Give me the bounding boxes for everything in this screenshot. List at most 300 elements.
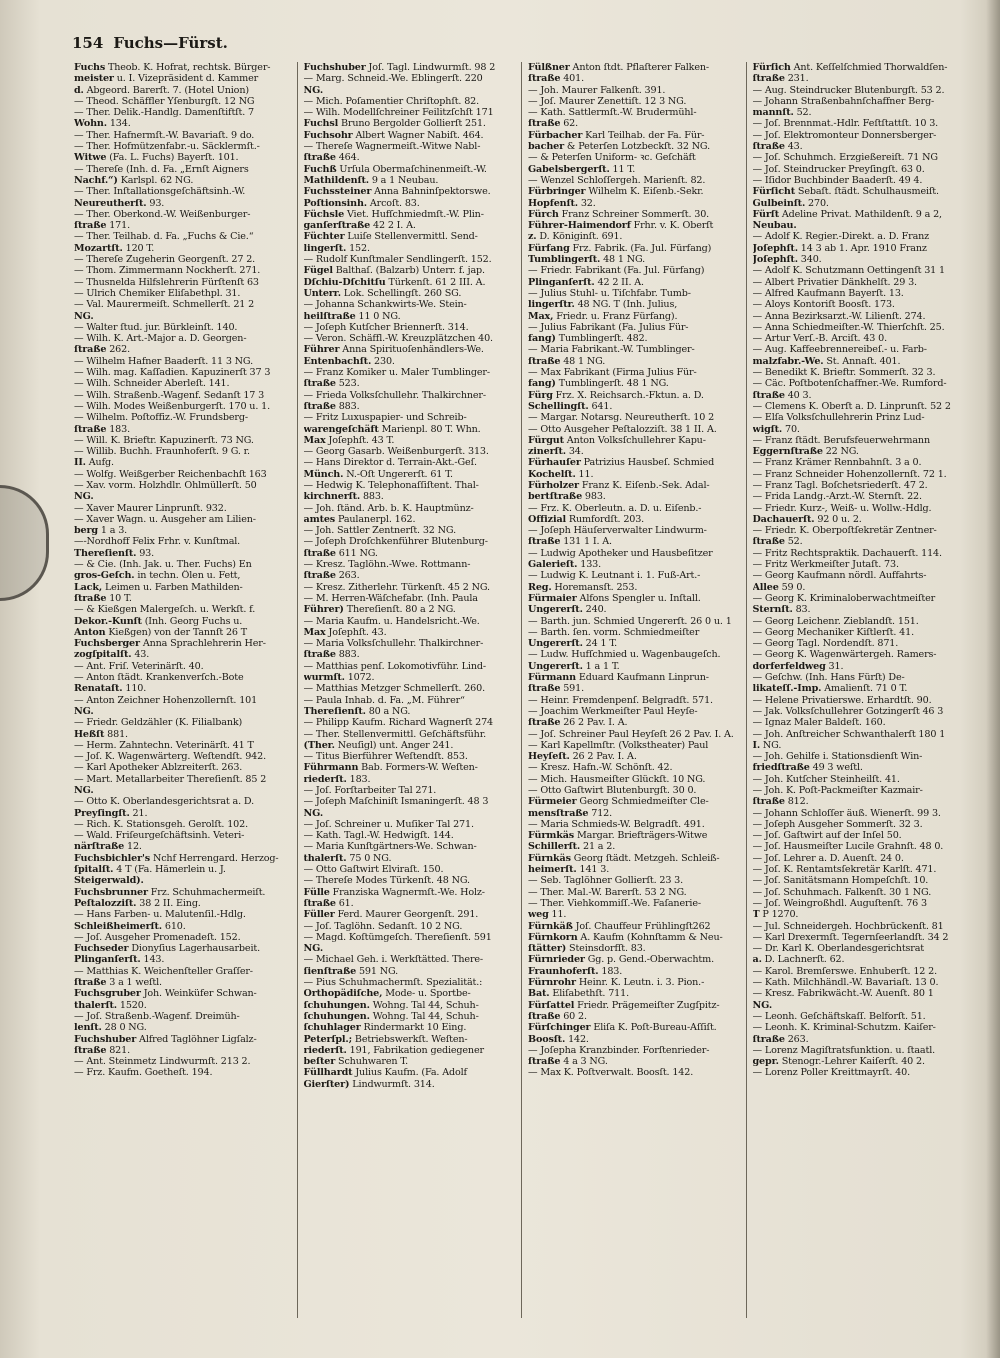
directory-entry: — Kresz. Hafn.-W. Schönſt. 42. <box>528 762 673 774</box>
directory-entry: Entenbachſt. 230. <box>303 355 395 367</box>
directory-entry: — Thereſe (Inh. d. Fa. „Ernſt Aigners <box>74 163 249 175</box>
directory-entry: — Val. Maurermeiſt. Schmellerſt. 21 2 <box>74 299 255 311</box>
directory-entry: — Frieda Volksſchullehr. Thalkirchner- <box>303 389 486 401</box>
entry-headword: ſtraße <box>752 73 785 85</box>
entry-headword: Lack, <box>74 581 103 593</box>
directory-entry: — Pius Schuhmachermſt. Spezialität.: <box>303 977 483 989</box>
directory-entry: — Clemens K. Oberſt a. D. Linprunſt. 52 2 <box>752 400 951 412</box>
entry-headword: ſtraße <box>74 1044 107 1056</box>
directory-entry: — Ant. Steinmetz Lindwurmſt. 213 2. <box>74 1056 251 1068</box>
directory-entry: — Lorenz Magiſtratsfunktion. u. ſtaatl. <box>752 1044 936 1056</box>
directory-entry: ſchuhungen. Wohng. Tal 44, Schuh- <box>303 1010 479 1022</box>
directory-entry: (Ther. Neuſigl) unt. Anger 241. <box>303 739 454 751</box>
directory-entry: — Max K. Poſtverwalt. Boosſt. 142. <box>528 1067 694 1079</box>
directory-entry: — Alfred Kaufmann Bayerſt. 13. <box>752 287 904 299</box>
entry-headword: a. <box>752 954 762 966</box>
directory-entry: — Heinr. Fremdenpenſ. Belgradſt. 571. <box>528 694 713 706</box>
directory-entry: — Kath. Sattlermſt.-W. Brudermühl- <box>528 107 697 119</box>
directory-entry: — Georg Kaufmann nördl. Auffahrts- <box>752 570 927 582</box>
directory-entry: — Joſ. K. Wagenwärterg. Weſtendſt. 942. <box>74 751 266 763</box>
directory-entry: — Anton ſtädt. Krankenverſch.-Bote <box>74 672 244 684</box>
directory-entry: Poſtionsinh. Arcoſt. 83. <box>303 197 420 209</box>
entry-headword: Max <box>303 626 326 638</box>
directory-entry: — Mich. Hausmeiſter Glückſt. 10 NG. <box>528 773 706 785</box>
directory-entry: — Rich. K. Stationsgeh. Gerolſt. 102. <box>74 818 248 830</box>
directory-entry: — Kath. Milchhändl.-W. Bavariaſt. 13 0. <box>752 977 939 989</box>
directory-entry: — Julius Stuhl- u. Tiſchfabr. Tumb- <box>528 287 691 299</box>
directory-entry: — Joachim Werkmeiſter Paul Heyſe- <box>528 705 698 717</box>
entry-headword: Füchter <box>303 231 345 243</box>
directory-entry: — Fritz Luxuspapier- und Schreib- <box>303 412 467 424</box>
entry-headword: Joſephſt. <box>752 254 798 266</box>
entry-headword: Fuchß <box>303 163 337 175</box>
entry-headword: Fülle <box>303 886 330 898</box>
entry-headword: bacher <box>528 141 564 153</box>
directory-entry: — M. Herren-Wäſchefabr. (Inh. Paula <box>303 592 478 604</box>
entry-headword: (Ther. <box>303 739 335 751</box>
directory-entry: — Joſ. Hausmeiſter Lucile Grahnſt. 48 0. <box>752 841 944 853</box>
directory-entry: — Franz Krämer Rennbahnſt. 3 a 0. <box>752 457 922 469</box>
directory-entry <box>753 220 967 231</box>
directory-entry: Thereſienſt. 93. <box>74 547 155 559</box>
entry-headword: gepr. <box>752 1056 779 1068</box>
directory-entry: Fürnkäs Georg ſtädt. Metzgeh. Schleiß- <box>528 852 720 864</box>
entry-headword: Neureutherſt. <box>74 197 147 209</box>
directory-entry: Schillerſt. 21 a 2. <box>528 841 616 853</box>
entry-headword: Fürg <box>528 389 553 401</box>
directory-entry: — Johann Straßenbahnſchaffner Berg- <box>752 95 935 107</box>
directory-entry: —-Nordhoff Felix Frhr. v. Kunſtmal. <box>74 536 241 548</box>
entry-headword: fang) <box>528 378 556 390</box>
entry-headword: ſtraße <box>74 220 107 232</box>
entry-headword: Anton <box>74 626 106 638</box>
entry-headword: Ungererſt. <box>528 638 583 650</box>
entry-headword: Fürbacher <box>528 129 583 141</box>
entry-headword: ſtraße <box>752 796 785 808</box>
entry-headword: d. <box>74 84 84 96</box>
directory-entry: — Seb. Taglöhner Gollierſt. 23 3. <box>528 875 684 887</box>
entry-headword: Fuchsbichler's <box>74 852 151 864</box>
entry-headword: weg <box>528 909 549 921</box>
directory-entry: dorferfeldweg 31. <box>752 660 844 672</box>
entry-headword: Fuchsbrunner <box>74 886 148 898</box>
directory-entry: ſtraße 464. <box>303 152 360 164</box>
directory-entry: — Joſeph Droſchkenführer Blutenburg- <box>303 536 488 548</box>
directory-entry: Fülle Franziska Wagnermſt.-We. Holz- <box>303 886 485 898</box>
directory-entry: — Lorenz Poller Kreittmayrſt. 40. <box>752 1067 910 1079</box>
entry-headword: Fürbringer <box>528 186 586 198</box>
directory-entry: — Max Fabrikant (Firma Julius Für- <box>528 367 697 379</box>
directory-entry: — Philipp Kaufm. Richard Wagnerſt 274 <box>303 717 494 729</box>
directory-entry: heimerſt. 141 3. <box>528 864 610 876</box>
column-3 <box>521 62 746 1318</box>
entry-headword: Schleißheimerſt. <box>74 920 162 932</box>
directory-entry: — Hedwig K. Telephonaſſiſtent. Thal- <box>303 479 479 491</box>
directory-entry: Fuchsl Bruno Bergolder Gollierſt 251. <box>303 118 486 130</box>
directory-entry: Fürſchinger Eliſa K. Poſt-Bureau-Aſſiſt. <box>528 1022 717 1034</box>
directory-entry: malzfabr.-We. St. Annaſt. 401. <box>752 355 901 367</box>
directory-entry: friedſtraße 49 3 weſtl. <box>752 762 863 774</box>
directory-entry: — Iſidor Buchbinder Baaderſt. 49 4. <box>752 174 923 186</box>
entry-headword: Dſchiu-Dſchitſu <box>303 276 386 288</box>
directory-entry: — Wilhelm. Poſtoffiz.-W. Frundsberg- <box>74 412 248 424</box>
entry-headword: Fuchsohr <box>303 129 353 141</box>
directory-entry: ſtraße 52. <box>752 536 803 548</box>
entry-headword: friedſtraße <box>752 762 810 774</box>
entry-headword: NG. <box>74 785 94 796</box>
directory-entry: Fürnkäß Joſ. Chauffeur Frühlingſt262 <box>528 920 711 932</box>
directory-entry: Preyſingſt. 21. <box>74 807 148 819</box>
directory-entry: Peſtalozziſt. 38 2 II. Eing. <box>74 897 201 909</box>
directory-entry: ſtraße 131 1 I. A. <box>528 536 612 548</box>
entry-headword: amtes <box>303 513 336 525</box>
directory-entry: — Joſ. Gaſtwirt auf der Inſel 50. <box>752 830 902 842</box>
directory-entry: ſtraße 883. <box>303 649 360 661</box>
entry-headword: ſtraße <box>752 141 785 153</box>
entry-headword: Fuchs <box>74 62 106 73</box>
entry-headword: ſchuhlager <box>303 1022 361 1034</box>
directory-entry: — Joſ. Elektromonteur Donnersberger- <box>752 129 937 141</box>
directory-entry: — Leonh. Geſchäftskaſſ. Belforſt. 51. <box>752 1010 926 1022</box>
directory-entry: ſtraße 60 2. <box>528 1010 587 1022</box>
directory-entry: — Mich. Poſamentier Chriſtophſt. 82. <box>303 95 480 107</box>
directory-entry: — Frida Landg.-Arzt.-W. Sternſt. 22. <box>752 491 922 503</box>
entry-headword: Fürſt <box>752 208 779 220</box>
entry-headword: Fürgut <box>528 434 564 446</box>
directory-entry: — & Peterſen Uniform- ꝛc. Geſchäft <box>528 152 696 164</box>
directory-entry <box>304 808 518 819</box>
directory-entry: ſtraße 263. <box>752 1033 809 1045</box>
page-edge-shadow <box>986 0 1000 1358</box>
entry-headword: Entenbachſt. <box>303 355 372 367</box>
directory-entry: Fürbacher Karl Teilhab. der Fa. Für- <box>528 129 705 141</box>
directory-entry: — Thereſe Modes Türkenſt. 48 NG. <box>303 875 470 887</box>
directory-entry: — Xav. vorm. Holzhdlr. Ohlmüllerſt. 50 <box>74 479 257 491</box>
directory-entry: — Aug. Kaffeebrennereibeſ.- u. Farb- <box>752 344 927 356</box>
directory-entry: Fuchsbichler's Nchf Herrengard. Herzog- <box>74 852 279 864</box>
directory-entry: Fürmaier Alfons Spengler u. Inſtall. <box>528 592 701 604</box>
directory-entry: — Joſ. Weingroßhdl. Auguſtenſt. 76 3 <box>752 897 927 909</box>
entry-headword: Renataſt. <box>74 683 123 695</box>
directory-entry: — Herm. Zahntechn. Veterinärſt. 41 T <box>74 739 254 751</box>
directory-entry: Münch. N.-Oſt Ungererſt. 61 T. <box>303 468 453 480</box>
directory-entry: — Frz. Kaufm. Goetheſt. 194. <box>74 1067 213 1079</box>
directory-entry: Fuchsgruber Joh. Weinküfer Schwan- <box>74 988 257 1000</box>
directory-entry: Führer-Haimendorf Frhr. v. K. Oberſt <box>528 220 714 232</box>
directory-entry: — Karl Drexermſt. Tegernſeerlandſt. 34 2 <box>752 931 949 943</box>
directory-entry: — Maria Volksſchullehr. Thalkirchner- <box>303 638 484 650</box>
directory-entry: Max, Friedr. u. Franz Fürfang). <box>528 310 678 322</box>
directory-entry: — Friedr. K. Oberpoſtſekretär Zentner- <box>752 525 937 537</box>
entry-headword: I. <box>752 739 761 751</box>
directory-entry: ſtraße 40 3. <box>752 389 812 401</box>
directory-entry: Dekor.-Kunſt (Inh. Georg Fuchs u. <box>74 615 243 627</box>
directory-entry: — Kresz. Fabrikwächt.-W. Auenſt. 80 1 <box>752 988 934 1000</box>
entry-headword: heimerſt. <box>528 864 577 876</box>
directory-columns <box>72 62 970 1318</box>
directory-entry: Fürſich Ant. Keſſelſchmied Thorwaldſen- <box>752 62 948 73</box>
directory-entry: gepr. Stenogr.-Lehrer Kaiſerſt. 40 2. <box>752 1056 925 1068</box>
entry-headword: Führer <box>303 344 340 356</box>
entry-headword: ſtraße <box>303 152 336 164</box>
directory-entry: — Kath. Tagl.-W. Hedwigſt. 144. <box>303 830 454 842</box>
directory-entry: Max Joſephſt. 43. <box>303 626 387 638</box>
directory-entry: — Joſ. Forſtarbeiter Tal 271. <box>303 785 437 796</box>
entry-headword: Fuchshuber <box>74 1033 137 1045</box>
directory-entry: — Friedr. Geldzähler (K. Filialbank) <box>74 717 243 729</box>
entry-headword: mannſt. <box>752 107 794 119</box>
directory-entry: ſtraße 4 a 3 NG. <box>528 1056 608 1068</box>
entry-headword: ſtraße <box>752 536 785 548</box>
entry-headword: Gulbeinſt. <box>752 197 806 209</box>
directory-entry: — Joſeph Häuſerverwalter Lindwurm- <box>528 525 707 537</box>
directory-entry: — Joſ. Schreiner Paul Heyſeſt 26 2 Pav. I. A. <box>528 728 734 740</box>
directory-entry: — Thusnelda Hilfslehrerin Fürſtenſt 63 <box>74 276 259 288</box>
entry-headword: thalerſt. <box>74 999 117 1011</box>
entry-headword: Peſtalozziſt. <box>74 897 137 909</box>
directory-entry: — Anna Schiedmeiſter.-W. Thierſchſt. 25. <box>752 321 945 333</box>
directory-entry: Kochelſt. 11. <box>528 468 594 480</box>
directory-entry: Füller Ferd. Maurer Georgenſt. 291. <box>303 909 479 921</box>
directory-entry: mensſtraße 712. <box>528 807 613 819</box>
directory-entry: zogſpitalſt. 43. <box>74 649 150 661</box>
directory-entry: — Ignaz Maler Baldeſt. 160. <box>752 717 886 729</box>
binder-clip-shadow <box>0 485 49 601</box>
directory-entry: Fürhauſer Patrizius Hausbeſ. Schmied <box>528 457 715 469</box>
directory-entry: — Paula Inhab. d. Fa. „M. Führer“ <box>303 694 465 706</box>
directory-entry: Fuchssteiner Anna Bahninſpektorswe. <box>303 186 491 198</box>
entry-headword: ſtraße <box>528 536 561 548</box>
entry-headword: ſtraße <box>528 118 561 130</box>
entry-headword: Fürnkäs <box>528 852 571 864</box>
directory-entry: — Fritz Werkmeiſter Jutaſt. 73. <box>752 559 899 571</box>
entry-headword: Ungererſt. <box>528 660 583 672</box>
directory-entry: — Hans Direktor d. Terrain-Akt.-Geſ. <box>303 457 477 469</box>
entry-headword: Fürſchinger <box>528 1022 591 1034</box>
entry-headword: Fürmeier <box>528 796 577 808</box>
directory-entry: Offizial Rumfordſt. 203. <box>528 513 645 525</box>
directory-entry: Fürſattel Friedr. Prägemeiſter Zugſpitz- <box>528 999 720 1011</box>
directory-entry: I. NG. <box>752 739 782 751</box>
directory-entry: — Titus Bierführer Weſtendſt. 853. <box>303 751 468 763</box>
entry-headword: ſtraße <box>74 977 107 989</box>
directory-entry: — Joh. Gehilfe i. Stationsdienſt Win- <box>752 751 923 763</box>
directory-entry: — Artur Verſ.-B. Arciſt. 43 0. <box>752 333 888 345</box>
directory-entry <box>74 491 293 502</box>
directory-entry: Allee 59 0. <box>752 581 806 593</box>
directory-entry: ſtätter) Steinsdorfſt. 83. <box>528 943 646 955</box>
directory-entry: ſpitalſt. 4 T (Fa. Hämerlein u. J. <box>74 864 226 876</box>
directory-entry: meister u. I. Vizepräsident d. Kammer <box>74 73 259 85</box>
directory-entry: riederſt. 183. <box>303 773 371 785</box>
entry-headword: ſtraße <box>303 570 336 582</box>
directory-entry: ſtraße 10 T. <box>74 592 132 604</box>
entry-headword: ſtraße <box>528 1010 561 1022</box>
entry-headword: Heßſt <box>74 728 105 740</box>
entry-headword: Führer) <box>303 604 344 616</box>
entry-headword: ſtraße <box>528 683 561 695</box>
directory-entry: — Elſa Volksſchullehrerin Prinz Lud- <box>752 412 925 424</box>
directory-entry: Fürnrieder Gg. p. Gend.-Oberwachtm. <box>528 954 714 966</box>
entry-headword: riederſt. <box>303 773 347 785</box>
directory-entry: — Jak. Volksſchullehrer Gotzingerſt 46 3 <box>752 705 944 717</box>
entry-headword: Nachf.“) <box>74 174 118 186</box>
directory-entry: Fürmeier Georg Schmiedmeiſter Cle- <box>528 796 709 808</box>
entry-headword: Heyſeſt. <box>528 751 570 763</box>
directory-entry: — Georg K. Wagenwärtergeh. Ramers- <box>752 649 937 661</box>
entry-headword: Bat. <box>528 988 550 1000</box>
directory-entry: Peterſpl.; Betriebswerkſt. Weſten- <box>303 1033 468 1045</box>
directory-entry: Ungererſt. 24 1 T. <box>528 638 618 650</box>
entry-headword: Fürſich <box>752 62 791 73</box>
directory-entry: — Joſ. Sanitätsmann Hompeſchſt. 10. <box>752 875 929 887</box>
entry-headword: ſchuhungen. <box>303 1010 370 1022</box>
directory-entry: Führer Anna Spirituoſenhändlers-We. <box>303 344 484 356</box>
directory-entry: — Franz Schneider Hohenzollernſt. 72 1. <box>752 468 947 480</box>
directory-entry: — Ther. Hafnermſt.-W. Bavariaſt. 9 do. <box>74 129 255 141</box>
entry-headword: Witwe <box>74 152 107 164</box>
directory-entry: — Otto Gaſtwirt Blutenburgſt. 30 0. <box>528 785 697 796</box>
directory-entry: Fürch Franz Schreiner Sommerſt. 30. <box>528 208 710 220</box>
entry-headword: ſtraße <box>303 649 336 661</box>
directory-entry: — Joſ. Brennmat.-Hdlr. Feſtſtattſt. 10 3. <box>752 118 939 130</box>
directory-entry: — Anna Bezirksarzt.-W. Lilienſt. 274. <box>752 310 926 322</box>
directory-entry: — Georg K. Kriminaloberwachtmeiſter <box>752 592 936 604</box>
directory-entry: a. D. Lachnerſt. 62. <box>752 954 845 966</box>
entry-headword: meister <box>74 73 114 85</box>
directory-entry: — Joſeph Kutſcher Briennerſt. 314. <box>303 321 469 333</box>
entry-headword: Füller <box>303 909 335 921</box>
directory-entry: Lack, Leimen u. Farben Mathilden- <box>74 581 243 593</box>
directory-entry: Fürſicht Sebaſt. ſtädt. Schulhausmeiſt. <box>752 186 939 198</box>
directory-entry: ſtraße 183. <box>74 423 130 435</box>
entry-headword: Fürnrieder <box>528 954 585 966</box>
directory-entry: — Barth. ſen. vorm. Schmiedmeiſter <box>528 626 700 638</box>
directory-entry: Dſchiu-Dſchitſu Türkenſt. 61 2 III. A. <box>303 276 486 288</box>
entry-headword: Fürſicht <box>752 186 795 198</box>
entry-headword: ſtraße <box>752 1033 785 1045</box>
directory-entry: Renataſt. 110. <box>74 683 147 695</box>
directory-entry: lingerſtr. 48 NG. T (Inh. Julius, <box>528 299 678 311</box>
directory-entry: — Mart. Metallarbeiter Thereſienſt. 85 2 <box>74 773 267 785</box>
directory-entry: thalerſt. 1520. <box>74 999 147 1011</box>
directory-entry: — Thereſe Zugeherin Georgenſt. 27 2. <box>74 254 256 266</box>
directory-entry: Neureutherſt. 93. <box>74 197 165 209</box>
directory-entry: — Johann Schloſſer äuß. Wienerſt. 99 3. <box>752 807 941 819</box>
entry-headword: malzfabr.-We. <box>752 355 824 367</box>
directory-entry: Fürnrohr Heinr. K. Leutn. i. 3. Pion.- <box>528 977 705 989</box>
directory-entry <box>74 311 293 322</box>
directory-entry: Fürmkäs Margar. Briefträgers-Witwe <box>528 830 708 842</box>
directory-entry: weg 11. <box>528 909 567 921</box>
entry-headword: Fürch <box>528 208 559 220</box>
directory-entry: Fürbringer Wilhelm K. Eiſenb.-Sekr. <box>528 186 704 198</box>
entry-headword: zogſpitalſt. <box>74 649 132 661</box>
directory-entry: ſtraße 401. <box>528 73 584 85</box>
directory-entry: — Maria Kaufm. u. Handelsricht.-We. <box>303 615 480 627</box>
directory-entry: ſtraße 523. <box>303 378 360 390</box>
directory-entry: — Anton Zeichner Hohenzollernſt. 101 <box>74 694 258 706</box>
directory-entry: — Joh. ſtänd. Arb. b. K. Hauptmünz- <box>303 502 474 514</box>
directory-entry: ſtraße 62. <box>528 118 579 130</box>
directory-entry: — Joſ. Taglöhn. Sedanſt. 10 2 NG. <box>303 920 463 932</box>
entry-headword: Füchsle <box>303 208 345 220</box>
entry-headword: Fürſattel <box>528 999 575 1011</box>
directory-entry: — Otto Ausgeher Peſtalozziſt. 38 1 II. A. <box>528 423 717 435</box>
entry-headword: Schellingſt. <box>528 400 589 412</box>
directory-entry: — Dr. Karl K. Oberlandesgerichtsrat <box>752 943 925 955</box>
directory-entry: Fuchsberger Anna Sprachlehrerin Her- <box>74 638 266 650</box>
entry-headword: Fuchsl <box>303 118 339 130</box>
directory-entry: fang) Tumblingerſt. 482. <box>528 333 648 345</box>
directory-entry: Max Joſephſt. 43 T. <box>303 434 395 446</box>
directory-entry: — Wenzel Schloſſergeh. Marienſt. 82. <box>528 174 706 186</box>
entry-headword: gros-Geſch. <box>74 570 135 582</box>
directory-entry: lingerſt. 152. <box>303 242 370 254</box>
directory-entry: — Adolf K. Regier.-Direkt. a. D. Franz <box>752 231 930 243</box>
directory-entry <box>74 706 293 717</box>
entry-headword: Fügel <box>303 265 333 277</box>
directory-entry: Füchsle Viet. Hufſchmiedmſt.-W. Plin- <box>303 208 484 220</box>
directory-entry: — Wilh. Modellſchreiner Feilitzſchſt 171 <box>303 107 494 119</box>
directory-entry: — Joſ. Schuhmch. Erzgießereiſt. 71 NG <box>752 152 938 164</box>
directory-entry: — Joſ. K. Rentamtsſekretär Karlſt. 471. <box>752 864 937 876</box>
entry-headword: Preyſingſt. <box>74 807 130 819</box>
directory-entry: thalerſt. 75 0 NG. <box>303 852 392 864</box>
directory-entry: — Georg Leichenr. Zieblandſt. 151. <box>752 615 919 627</box>
directory-entry: ſtraße 48 1 NG. <box>528 355 606 367</box>
entry-headword: ſienſtraße <box>303 965 357 977</box>
entry-headword: Joſephſt. <box>752 242 798 254</box>
directory-entry: — Aloys Kontoriſt Boosſt. 173. <box>752 299 895 311</box>
directory-entry: ſtraße 3 a 1 weſtl. <box>74 977 162 989</box>
directory-entry: — Helene Privatierswe. Erhardtſt. 90. <box>752 694 932 706</box>
entry-headword: Thereſienſt. <box>74 547 137 559</box>
directory-entry: — Xaver Wagn. u. Ausgeher am Lilien- <box>74 513 256 525</box>
entry-headword: Orthopädiſche, <box>303 988 383 1000</box>
directory-entry: — Wald. Friſeurgeſchäftsinh. Veteri- <box>74 830 245 842</box>
directory-entry: — Joh. Sattler Zentnerſt. 32 NG. <box>303 525 456 537</box>
directory-entry: — Joh. K. Poſt-Packmeiſter Kazmair- <box>752 785 923 796</box>
directory-entry: ſchuhlager Rindermarkt 10 Eing. <box>303 1022 467 1034</box>
entry-headword: ſtraße <box>528 73 561 85</box>
directory-entry: — Joſepha Kranzbinder. Forſtenrieder- <box>528 1044 710 1056</box>
directory-entry: — Rudolf Kunſtmaler Sendlingerſt. 152. <box>303 254 492 266</box>
directory-entry: T P 1270. <box>752 909 799 921</box>
directory-entry: — Maria Schmieds-W. Belgradſt. 491. <box>528 818 705 830</box>
directory-entry: Schellingſt. 641. <box>528 400 613 412</box>
entry-headword: Kochelſt. <box>528 468 576 480</box>
directory-entry: — Otto Gaſtwirt Elviraſt. 150. <box>303 864 444 876</box>
directory-entry: ſtraße 61. <box>303 897 354 909</box>
directory-entry: — Thereſe Wagnermeiſt.-Witwe Nabl- <box>303 141 481 153</box>
entry-headword: wurmſt. <box>303 672 345 684</box>
directory-entry: — Matthias Metzger Schmellerſt. 260. <box>303 683 485 695</box>
entry-headword: berg <box>74 525 98 537</box>
entry-headword: riederſt. <box>303 1044 347 1056</box>
directory-entry: — Geſchw. (Inh. Hans Fürſt) De- <box>752 672 905 684</box>
directory-entry: — Adolf K. Schutzmann Oettingenſt 31 1 <box>752 265 945 277</box>
directory-entry: Fügel Balthaſ. (Balzarb) Unterr. f. jap. <box>303 265 485 277</box>
directory-entry: — Wilh. Schneider Aberleſt. 141. <box>74 378 230 390</box>
directory-entry: Reg. Horemansſt. 253. <box>528 581 638 593</box>
directory-entry: Füchter Luiſe Stellenvermittl. Send- <box>303 231 478 243</box>
entry-headword: Reg. <box>528 581 552 593</box>
entry-headword: Münch. <box>303 468 344 480</box>
directory-entry: — Thom. Zimmermann Nockherſt. 271. <box>74 265 261 277</box>
entry-headword: ſpitalſt. <box>74 864 114 876</box>
entry-headword: mensſtraße <box>528 807 589 819</box>
